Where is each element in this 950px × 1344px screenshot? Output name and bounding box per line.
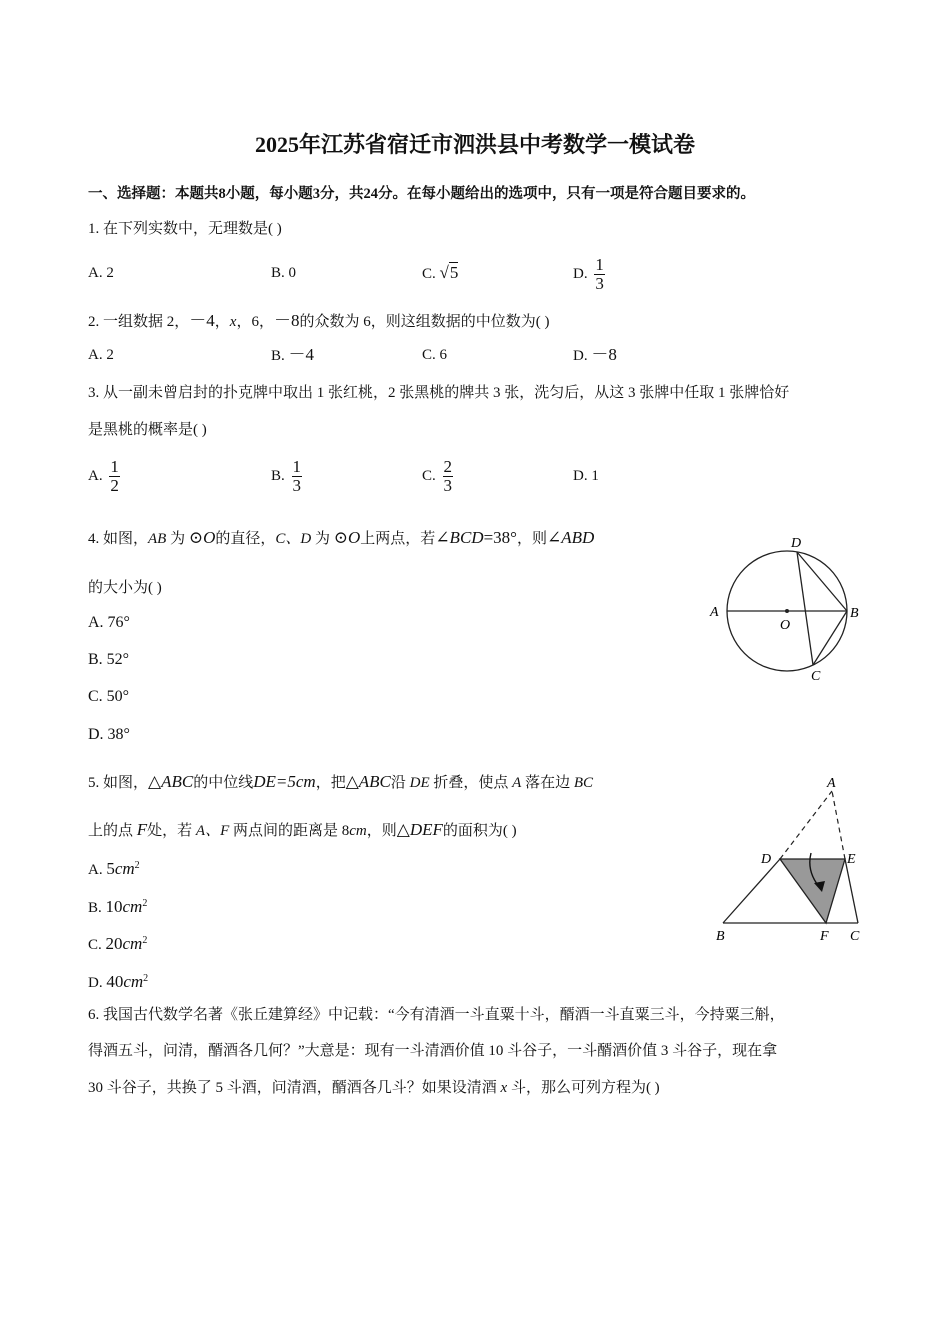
circle-figure [700,530,870,690]
m: ∠BCD [435,528,484,547]
m: △ABC [345,772,391,791]
label: C. [422,467,440,484]
q5-stem [88,772,593,793]
m: △ABC [148,772,194,791]
t: 4. 如图， [88,531,149,547]
label: B. [271,348,289,364]
label-b: B [850,606,859,621]
q4-option-d: D. 38° [88,726,130,743]
m: DE [409,775,430,791]
q4-stem-line2: 的大小为( ) [88,580,162,596]
label-a: A [827,776,836,791]
num: 40 [106,972,124,991]
q4-option-b: B. 52° [88,651,130,668]
label: D. [573,265,592,282]
label: A. [88,467,107,484]
label-b: B [716,929,725,944]
label-a: A [710,605,719,620]
num: 20 [105,934,123,953]
t: 的众数为 6，则这组数据的中位数为( ) [299,314,550,330]
t: 为 [311,531,334,547]
q1-option-a: A. 2 [88,265,114,281]
t: 的中位线 [193,775,254,791]
t: 上的点 [88,823,137,839]
t: 处，若 [147,823,196,839]
q2-option-c: C. 6 [422,347,448,363]
m: BC [573,775,594,791]
t: 折叠，使点 [429,775,513,791]
shaded-triangle-def [780,859,845,923]
m: A [512,775,522,791]
v: －8 [273,311,300,330]
q5-option-b [88,894,147,918]
side-ec [845,859,858,923]
sup: 2 [134,860,140,871]
sup: 2 [143,973,149,984]
section-heading: 一、选择题：本题共8小题，每小题3分，共24分。在每小题给出的选项中，只有一项是符合题目要求的。 [88,186,755,202]
v: －8 [591,345,617,364]
unit: cm [114,859,135,878]
unit: cm [123,972,144,991]
t: 沿 [390,775,410,791]
m: ⊙O [188,528,216,547]
q6-line3 [88,1078,660,1098]
center-point [785,609,789,613]
fraction [292,458,303,495]
m: ∠ABD [546,528,595,547]
denominator: 2 [110,476,119,495]
m: cm [349,823,367,839]
q2-option-a: A. 2 [88,347,114,363]
q4-stem [88,528,594,549]
line-cb [813,611,847,665]
t: ，则 [366,823,397,839]
m: C、D [275,531,312,547]
radicand: 5 [449,263,459,282]
side-bd [723,859,780,923]
q3-stem-line2: 是黑桃的概率是( ) [88,422,207,438]
triangle-figure [700,775,880,950]
label-c: C [811,669,821,684]
q2-option-b [271,345,314,366]
dashed-ea [832,791,845,859]
label-d: D [761,852,772,867]
t: ， [214,314,230,330]
t: 斗，那么可列方程为( ) [507,1080,660,1096]
m: AB [148,531,167,547]
q4-option-c: C. 50° [88,688,130,705]
t: 30 斗谷子，共换了 5 斗酒，问清酒，醑酒各几斗？如果设清酒 [88,1080,501,1096]
t: 的直径， [215,531,276,547]
t: 上两点，若 [360,531,436,547]
q5-option-d [88,969,148,993]
t: 的面积为( ) [442,823,517,839]
q3-option-d: D. 1 [573,468,599,484]
denominator: 3 [595,274,604,293]
q2-stem [88,311,549,332]
numerator: 1 [595,255,604,274]
q3-option-a [88,458,120,495]
numerator: 1 [292,457,302,476]
t: 2. 一组数据 2， [88,314,190,330]
numerator: 2 [443,457,453,476]
m: F [136,820,148,839]
v: －4 [189,311,215,330]
sup: 2 [142,935,148,946]
q3-option-c [422,458,453,495]
q5-option-c [88,931,147,955]
sqrt: √5 [439,263,459,282]
label-o: O [780,618,791,633]
q3-option-b [271,458,302,495]
m: DE=5cm [253,772,316,791]
t: 为 [166,531,189,547]
q3-stem-line1: 3. 从一副未曾启封的扑克牌中取出 1 张红桃，2 张黑桃的牌共 3 张，洗匀后，从这 3 张牌中任取 1 张牌恰好 [88,385,790,401]
t: 5. 如图， [88,775,149,791]
m: △DEF [396,820,443,839]
m: A、F [195,823,230,839]
q6-line1: 6. 我国古代数学名著《张丘建算经》中记载：“今有清酒一斗直粟十斗，醑酒一斗直粟三斗，今持粟三斛， [88,1007,785,1023]
label: A. [88,862,107,878]
q1-option-d [573,256,605,293]
t: 两点间的距离是 8 [229,823,350,839]
label: D. [573,348,592,364]
v: －4 [288,345,315,364]
q1-option-c [422,263,458,284]
label: C. [88,937,106,953]
var: x [229,314,237,330]
fraction [594,256,605,293]
label: D. [88,975,107,991]
label-d: D [791,536,802,551]
sup: 2 [142,898,148,909]
label-c: C [850,929,860,944]
label: B. [271,467,289,484]
q2-option-d [573,345,617,366]
fraction [109,458,120,495]
label-f: F [820,929,829,944]
denominator: 3 [443,476,453,495]
q5-option-a [88,856,140,880]
var: x [500,1080,508,1096]
t: ，6， [236,314,274,330]
label: B. [88,900,106,916]
label: C. [422,266,440,282]
dashed-da [780,791,832,859]
num: 5 [106,859,115,878]
m: ⊙O [333,528,361,547]
page-title: 2025年江苏省宿迁市泗洪县中考数学一模试卷 [254,132,695,157]
t: ，则 [516,531,547,547]
q5-stem-line2 [88,820,517,841]
num: 10 [105,897,123,916]
t: 落在边 [521,775,574,791]
m: =38° [483,528,517,547]
label-e: E [847,852,856,867]
unit: cm [122,897,143,916]
unit: cm [122,934,143,953]
fraction [443,458,454,495]
numerator: 1 [110,457,119,476]
q6-line2: 得酒五斗，问清，醑酒各几何？”大意是：现有一斗清酒价值 10 斗谷子，一斗醑酒价值 3 斗谷子，现在拿 [88,1043,778,1059]
q4-option-a: A. 76° [88,614,130,631]
t: ，把 [315,775,346,791]
q1-stem: 1. 在下列实数中，无理数是( ) [88,221,282,237]
q1-option-b: B. 0 [271,265,297,281]
denominator: 3 [292,476,302,495]
